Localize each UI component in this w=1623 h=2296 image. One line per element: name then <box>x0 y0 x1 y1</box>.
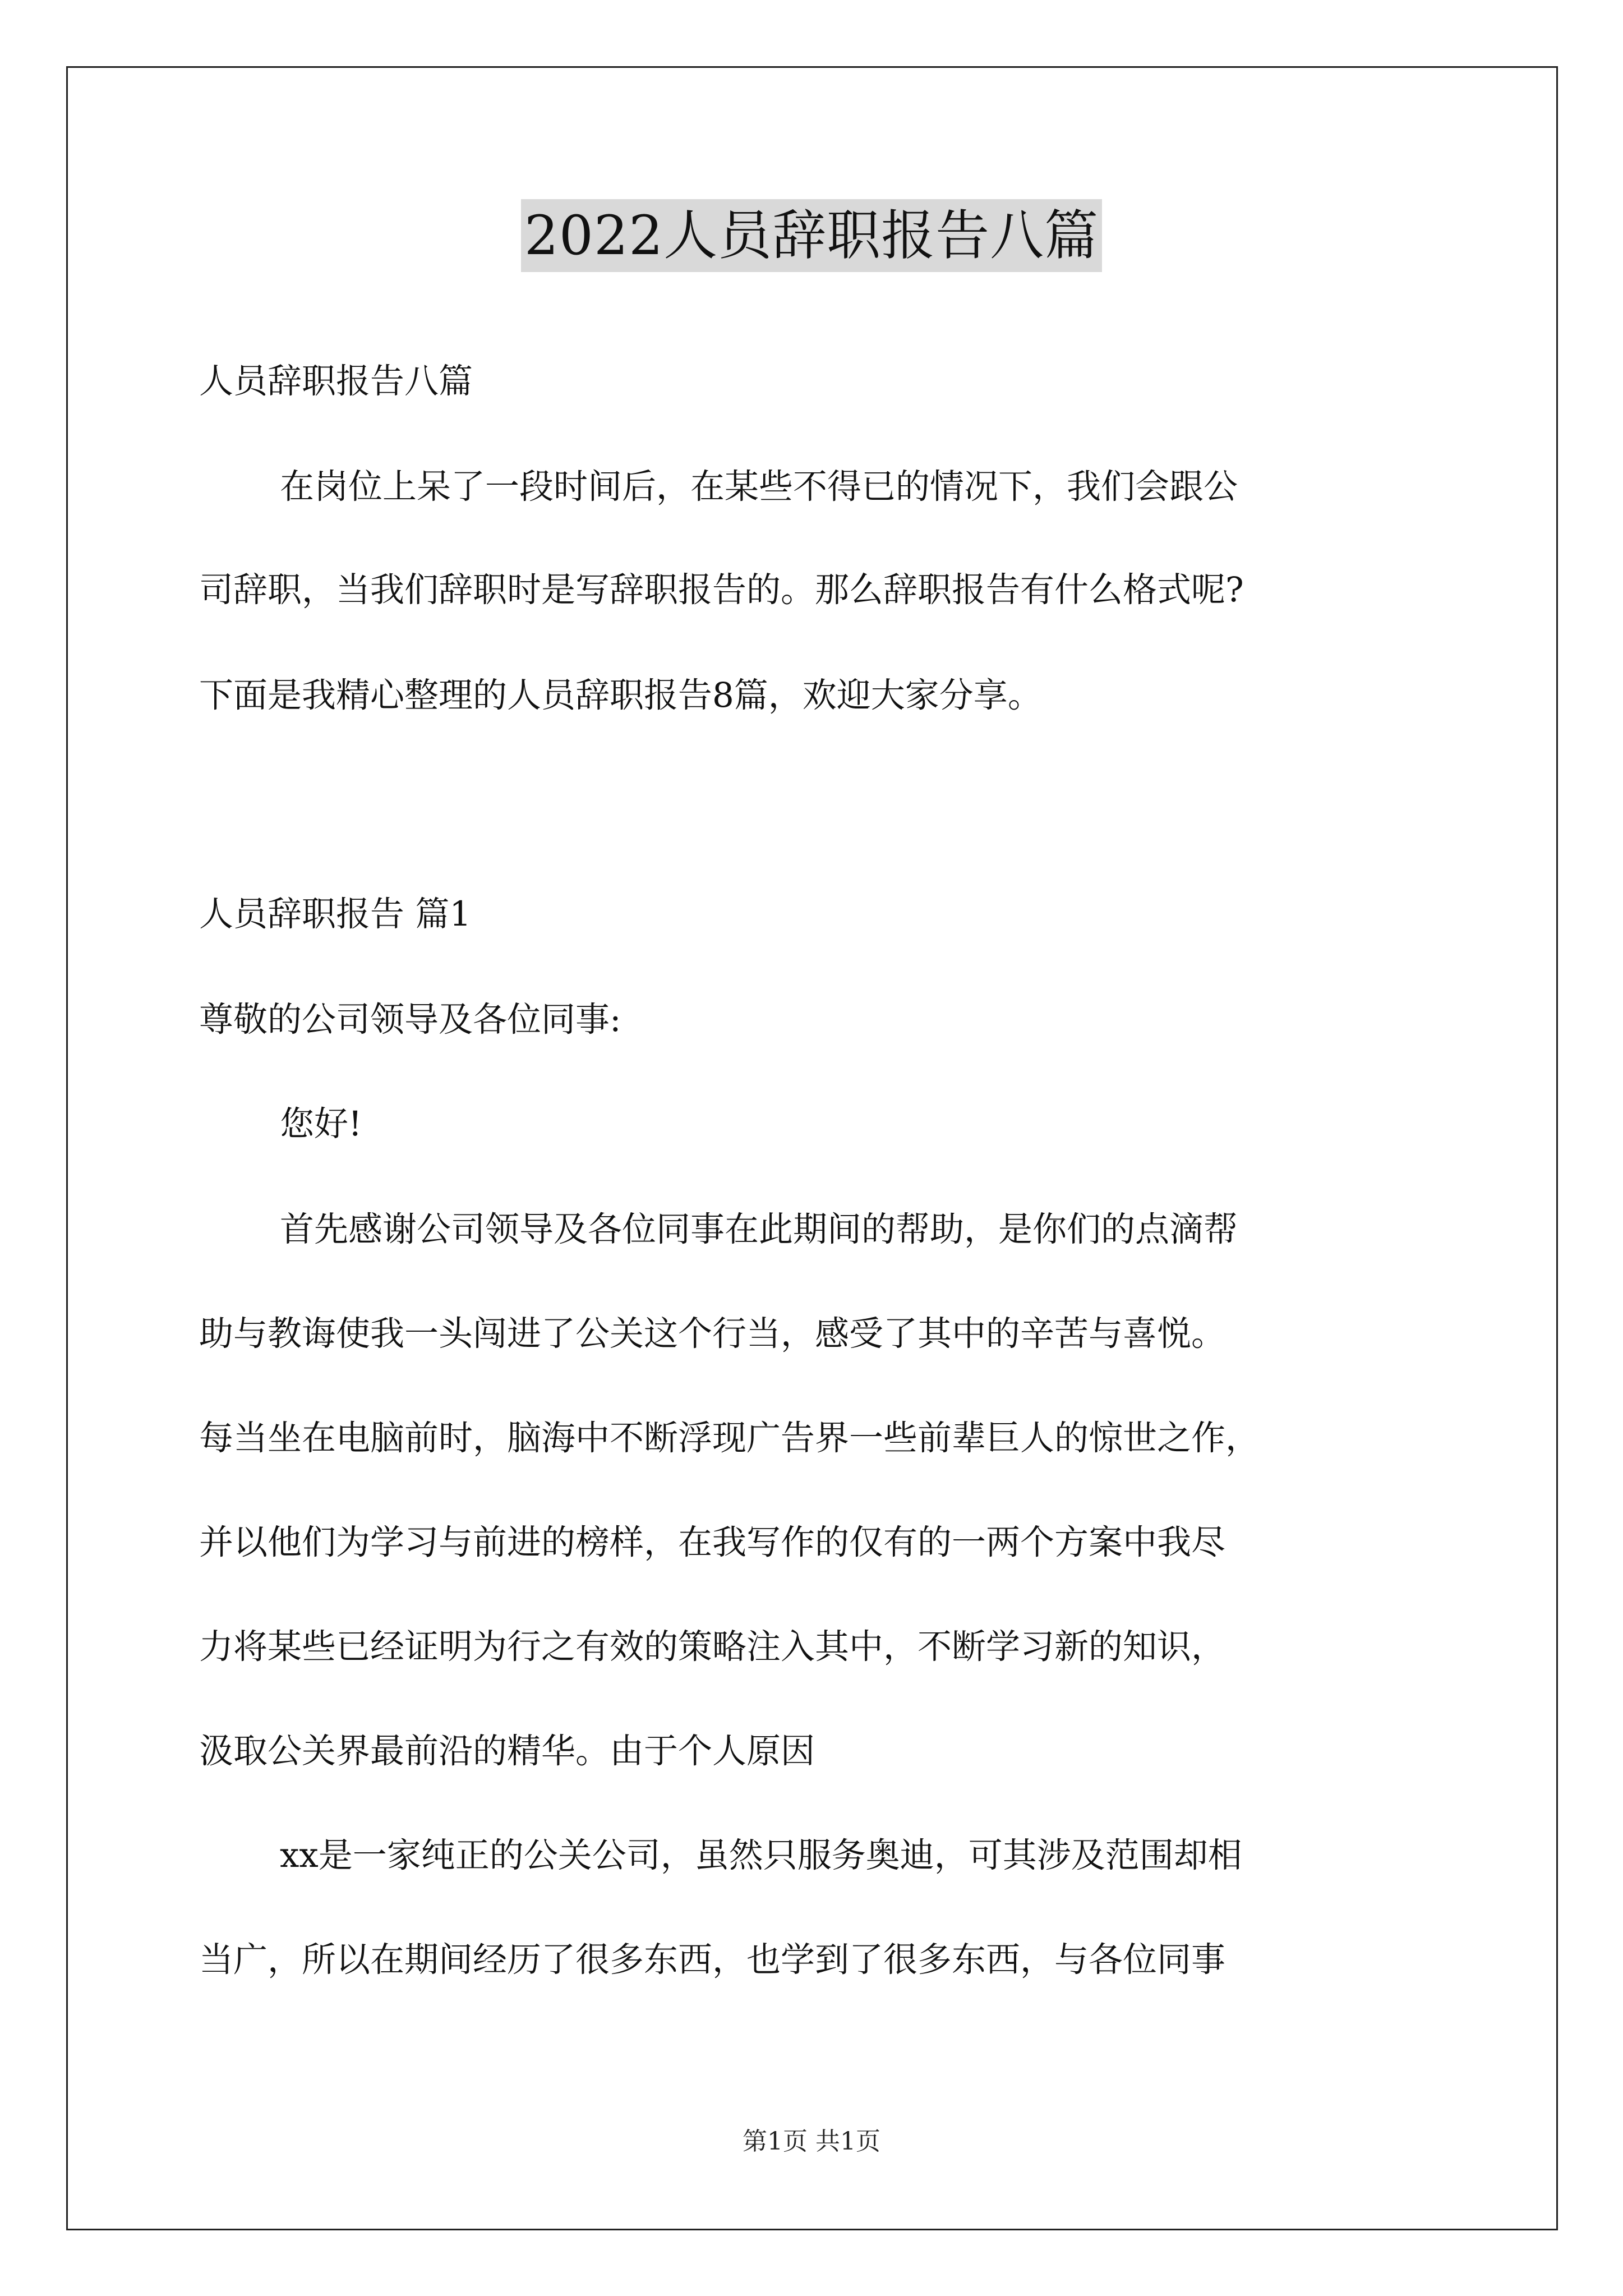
paragraph-line: xx是一家纯正的公关公司，虽然只服务奥迪，可其涉及范围却相 <box>280 1835 1242 1875</box>
salutation: 尊敬的公司领导及各位同事: <box>199 1000 621 1039</box>
paragraph-line: 每当坐在电脑前时，脑海中不断浮现广告界一些前辈巨人的惊世之作， <box>199 1418 1260 1458</box>
greeting: 您好! <box>280 1104 362 1144</box>
intro-line-3: 下面是我精心整理的人员辞职报告8篇，欢迎大家分享。 <box>199 675 1042 715</box>
paragraph-line: 首先感谢公司领导及各位同事在此期间的帮助，是你们的点滴帮 <box>280 1209 1238 1249</box>
title-container <box>0 199 1623 272</box>
paragraph-line: 助与教诲使我一头闯进了公关这个行当，感受了其中的辛苦与喜悦。 <box>199 1314 1226 1354</box>
section-heading: 人员辞职报告 篇1 <box>199 894 472 934</box>
intro-line-2: 司辞职，当我们辞职时是写辞职报告的。那么辞职报告有什么格式呢? <box>199 570 1244 610</box>
paragraph-line: 并以他们为学习与前进的榜样，在我写作的仅有的一两个方案中我尽 <box>199 1522 1226 1562</box>
paragraph-line: 当广，所以在期间经历了很多东西，也学到了很多东西，与各位同事 <box>199 1940 1226 1980</box>
intro-line-1: 在岗位上呆了一段时间后，在某些不得已的情况下，我们会跟公 <box>280 467 1238 507</box>
page-footer: 第1页 共1页 <box>743 2127 880 2156</box>
paragraph-line: 力将某些已经证明为行之有效的策略注入其中，不断学习新的知识， <box>199 1627 1226 1667</box>
paragraph-line: 汲取公关界最前沿的精华。由于个人原因 <box>199 1731 815 1771</box>
document-title: 2022人员辞职报告八篇 <box>521 199 1102 272</box>
subtitle: 人员辞职报告八篇 <box>199 361 473 401</box>
